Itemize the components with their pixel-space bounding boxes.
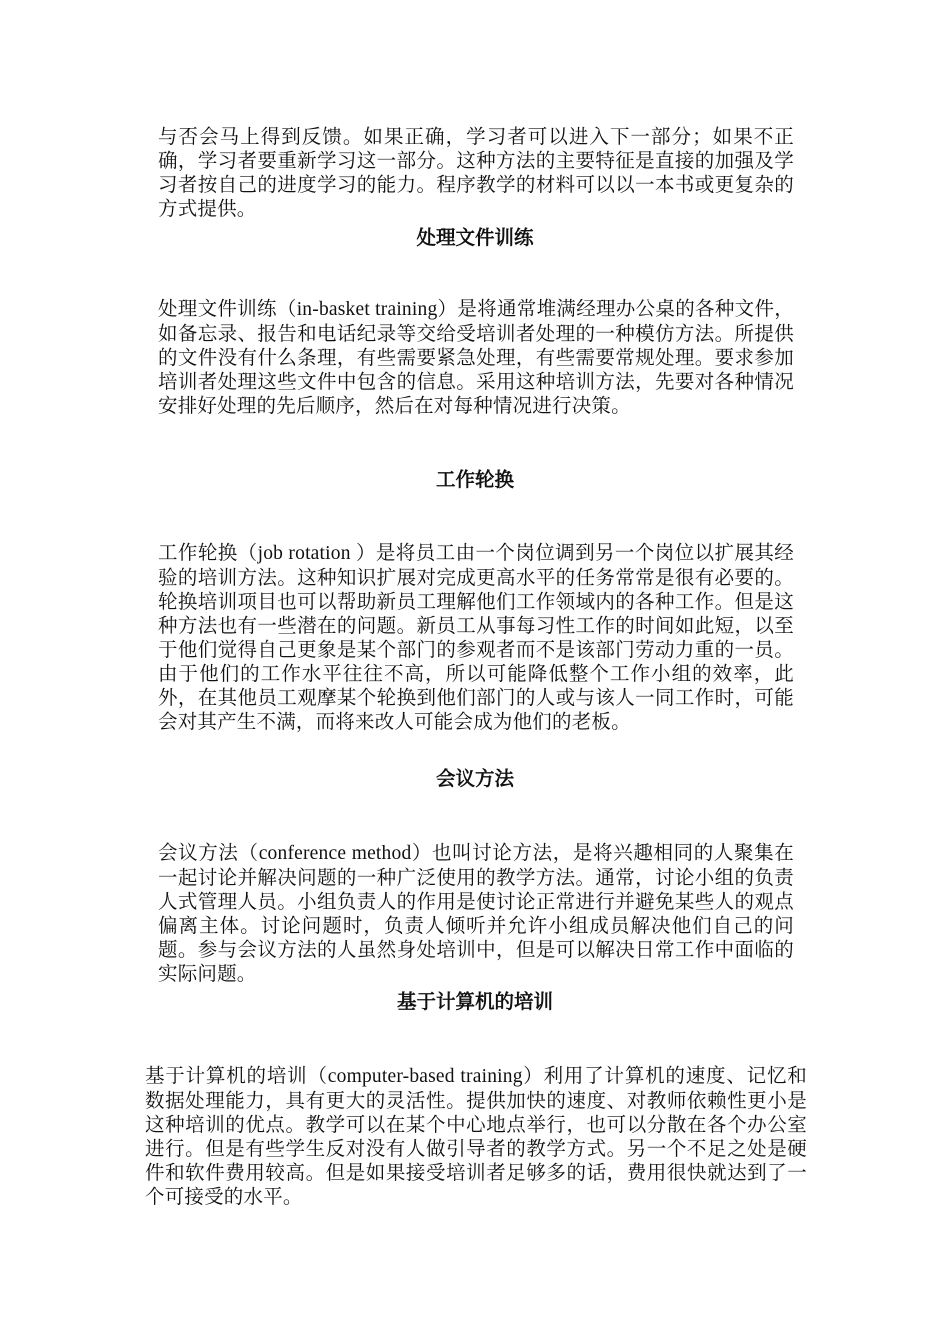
paragraph-suffix: ）利用了计算机的速度、记忆和数据处理能力，具有更大的灵活性。提供加快的速度、对教师依赖性更小是这种培训的优点。教学可以在某个中心地点举行，也可以分散在各个办公室进行。但是有些学生反对没有人做引导者的教学方式。另一个不足之处是硬件和软件费用较高。但是如果接受培训者足够多的话，费用很快就达到了一个可接受的水平。 xyxy=(145,1064,807,1208)
paragraph-term: computer-based training xyxy=(327,1066,523,1087)
paragraph-prefix: 基于计算机的培训（ xyxy=(145,1064,328,1087)
heading-job-rotation: 工作轮换 xyxy=(435,468,514,491)
paragraph-prefix: 处理文件训练（ xyxy=(158,297,297,320)
paragraph-programmed-instruction xyxy=(158,125,794,221)
heading-computer-based-training: 基于计算机的培训 xyxy=(396,990,553,1013)
paragraph-job-rotation xyxy=(158,541,794,734)
paragraph-in-basket-training xyxy=(158,297,794,418)
paragraph-prefix: 会议方法（ xyxy=(158,841,259,864)
paragraph-suffix: ）是将通常堆满经理办公桌的各种文件，如备忘录、报告和电话纪录等交给受培训者处理的一种模仿方法。所提供的文件没有什么条理，有些需要紧急处理，有些需要常规处理。要求参加培训者处理这些文件中包含的信息。采用这种培训方法，先要对各种情况安排好处理的先后顺序，然后在对每种情况进行决策。 xyxy=(158,297,794,417)
heading-conference-method: 会议方法 xyxy=(435,767,514,790)
heading-in-basket-training: 处理文件训练 xyxy=(416,226,534,249)
paragraph-term: in-basket training xyxy=(296,299,438,320)
paragraph-term: job rotation xyxy=(257,543,356,564)
paragraph-text: 与否会马上得到反馈。如果正确，学习者可以进入下一部分；如果不正确，学习者要重新学习这一部分。这种方法的主要特征是直接的加强及学习者按自己的进度学习的能力。程序教学的材料可以以一本书或更复杂的方式提供。 xyxy=(158,125,794,220)
paragraph-prefix: 工作轮换（ xyxy=(158,541,258,564)
paragraph-suffix: ）是将员工由一个岗位调到另一个岗位以扩展其经验的培训方法。这种知识扩展对完成更高水平的任务常常是很有必要的。轮换培训项目也可以帮助新员工理解他们工作领域内的各种工作。但是这种方法也有一些潜在的问题。新员工从事每习性工作的时间如此短，以至于他们觉得自己更象是某个部门的参观者而不是该部门劳动力重的一员。由于他们的工作水平往往不高，所以可能降低整个工作小组的效率，此外，在其他员工观摩某个轮换到他们部门的人或与该人一同工作时，可能会对其产生不满，而将来改人可能会成为他们的老板。 xyxy=(158,541,794,733)
paragraph-conference-method xyxy=(158,841,794,986)
paragraph-suffix: ）也叫讨论方法，是将兴趣相同的人聚集在一起讨论并解决问题的一种广泛使用的教学方法。通常，讨论小组的负责人式管理人员。小组负责人的作用是使讨论正常进行并避免某些人的观点偏离主体。讨论问题时，负责人倾听并允许小组成员解决他们自己的问题。参与会议方法的人虽然身处培训中，但是可以解决日常工作中面临的实际问题。 xyxy=(158,841,794,985)
paragraph-term: conference method xyxy=(258,843,412,864)
paragraph-computer-based-training xyxy=(145,1064,807,1209)
